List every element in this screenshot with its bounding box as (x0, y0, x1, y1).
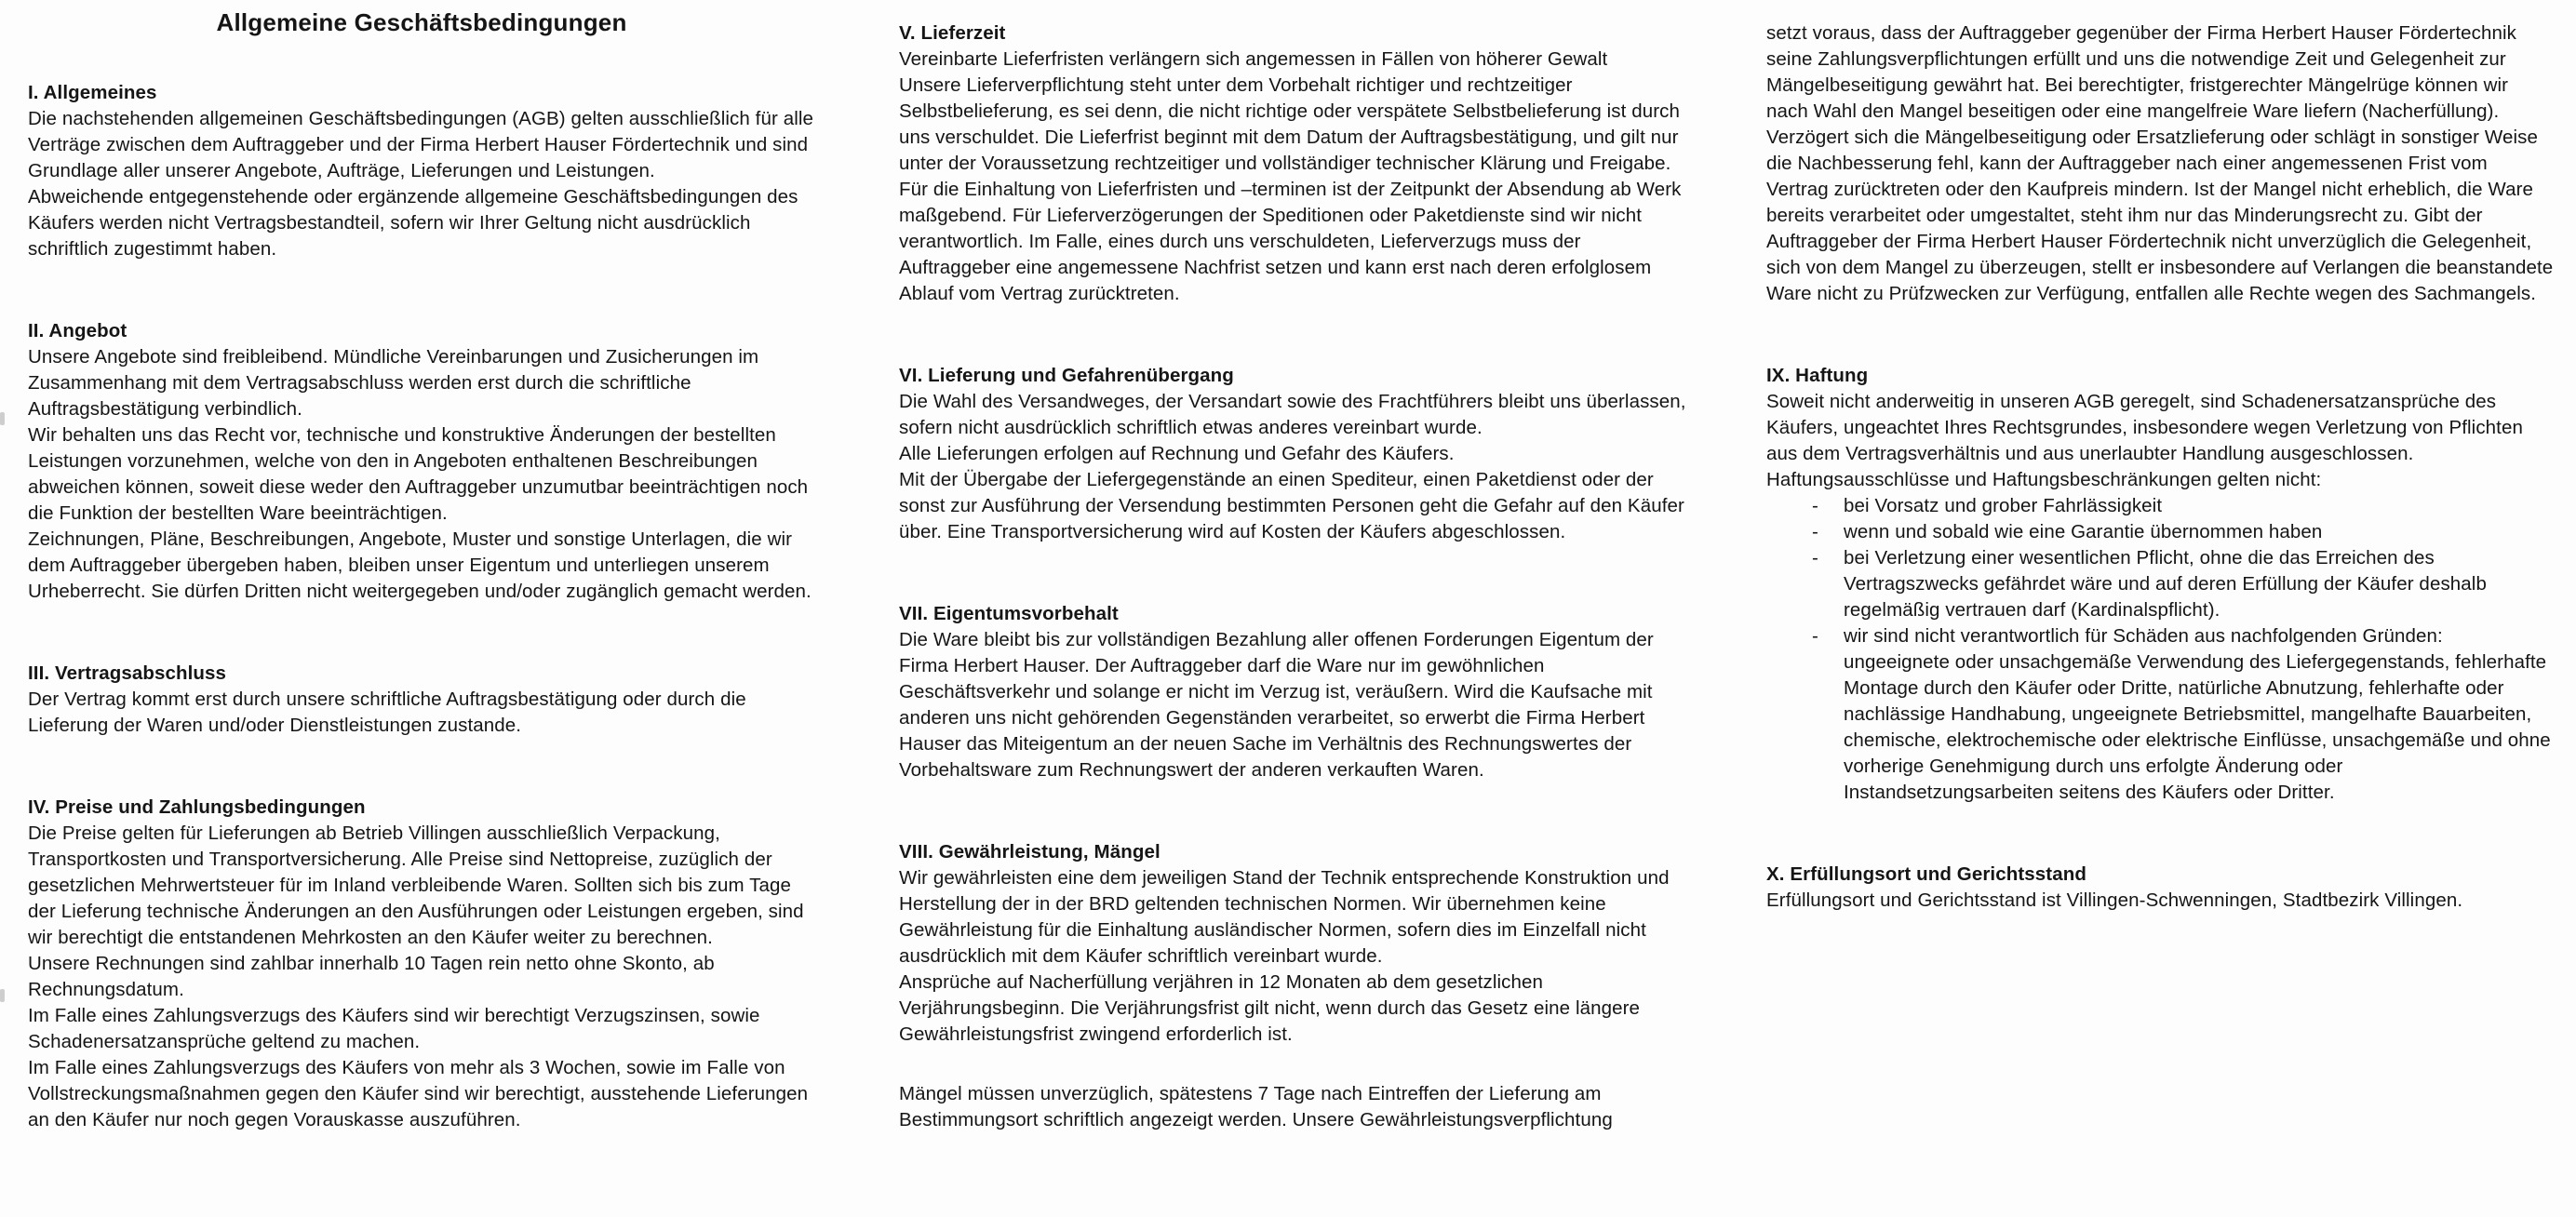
paragraph: Unsere Rechnungen sind zahlbar innerhalb 10 Tagen rein netto ohne Skonto, ab Rechnungsdatum. (28, 953, 715, 1000)
column-middle (899, 0, 1686, 1133)
list-item: - bei Verletzung einer wesentlichen Pflicht, ohne die das Erreichen des Vertragszwecks gefährdet wäre und auf deren Erfüllung der Käufer deshalb regelmäßig vertrauen darf (Kardinalspflicht). (1766, 545, 2554, 623)
paragraph: Unsere Lieferverpflichtung steht unter dem Vorbehalt richtiger und rechtzeitiger Selbstbelieferung, es sei denn, die nicht richtige oder verspätete Selbstbelieferung ist durch uns verschuldet. Die Lieferfrist beginnt mit dem Datum der Auftragsbestätigung, und gilt nur unter der Voraussetzung rechtzeitiger und vollständiger technischer Klärung und Freigabe. Für die Einhaltung von Lieferfristen und –terminen ist der Zeitpunkt der Absendung ab Werk maßgebend. Für Lieferverzögerungen der Speditionen oder Paketdienste sind wir nicht verantwortlich. Im Falle, eines durch uns verschuldeten, Lieferverzugs muss der Auftraggeber eine angemessene Nachfrist setzen und kann erst nach deren erfolglosem Ablauf vom Vertrag zurücktreten. (899, 74, 1682, 304)
section-allgemeines (28, 80, 815, 262)
paragraph: Haftungsausschlüsse und Haftungsbeschränkungen gelten nicht: (1766, 469, 2322, 490)
paragraph: Wir behalten uns das Recht vor, technische und konstruktive Änderungen der bestellten Leistungen vorzunehmen, welche von den in Angeboten enthaltenen Beschreibungen abweichen können, soweit diese weder den Auftraggeber unzumutbar beeinträchtigen noch die Funktion der bestellten Ware beeinträchtigen. (28, 424, 809, 524)
paragraph: Vereinbarte Lieferfristen verlängern sich angemessen in Fällen von höherer Gewalt (899, 48, 1608, 70)
paragraph: Die Ware bleibt bis zur vollständigen Bezahlung aller offenen Forderungen Eigentum der Firma Herbert Hauser. Der Auftraggeber darf die Ware nur im gewöhnlichen Geschäftsverkehr und solange er nicht im Verzug ist, veräußern. Wird die Kaufsache mit anderen uns nicht gehörenden Gegenständen verarbeitet, so erwerbt die Firma Herbert Hauser das Miteigentum an der neuen Sache im Verhältnis des Rechnungswertes der Vorbehaltsware zum Rechnungswert der anderen verkauften Waren. (899, 629, 1654, 781)
paragraph: Alle Lieferungen erfolgen auf Rechnung und Gefahr des Käufers. (899, 443, 1455, 464)
column-right (1766, 0, 2554, 914)
scan-artifact (0, 989, 5, 1002)
list-item: - wir sind nicht verantwortlich für Schäden aus nachfolgenden Gründen: ungeeignete oder unsachgemäße Verwendung des Liefergegenstands, fehlerhafte Montage durch den Käufer oder Dritte, natürliche Abnutzung, fehlerhafte oder nachlässige Handhabung, ungeeignete Betriebsmittel, mangelhafte Bauarbeiten, chemische, elektrochemische oder elektrische Einflüsse, unsachgemäße und ohne vorherige Genehmigung durch uns erfolgte Änderung oder Instandsetzungsarbeiten seitens des Käufers oder Dritter. (1766, 623, 2554, 806)
paragraph: setzt voraus, dass der Auftraggeber gegenüber der Firma Herbert Hauser Fördertechnik seine Zahlungsverpflichtungen erfüllt und uns die notwendige Zeit und Gelegenheit zur Mängelbeseitigung gewährt hat. Bei berechtigter, fristgerechter Mängelrüge können wir nach Wahl den Mangel beseitigen oder eine mangelfreie Ware liefern (Nacherfüllung). Verzögert sich die Mängelbeseitigung oder Ersatzlieferung oder schlägt in sonstiger Weise die Nachbesserung fehl, kann der Auftraggeber nach einer angemessenen Frist vom Vertrag zurücktreten oder den Kaufpreis mindern. Ist der Mangel nicht erheblich, die Ware bereits verarbeitet oder umgestaltet, steht ihm nur das Minderungsrecht zu. Gibt der Auftraggeber der Firma Herbert Hauser Fördertechnik nicht unverzüglich die Gelegenheit, sich von dem Mangel zu überzeugen, stellt er insbesondere auf Verlangen die beanstandete Ware nicht zu Prüfzwecken zur Verfügung, entfallen alle Rechte wegen des Sachmangels. (1766, 22, 2554, 304)
section-erfuellungsort-gerichtsstand (1766, 862, 2554, 914)
section-preise-zahlungsbedingungen (28, 795, 815, 1133)
section-angebot (28, 318, 815, 605)
section-heading: IX. Haftung (1766, 365, 1869, 386)
section-heading: V. Lieferzeit (899, 22, 1006, 44)
section-heading: III. Vertragsabschluss (28, 662, 226, 684)
paragraph: Die Wahl des Versandweges, der Versandart sowie des Frachtführers bleibt uns überlassen, sofern nicht ausdrücklich schriftlich etwas anderes vereinbart wurde. (899, 391, 1686, 438)
section-gewaehrleistung-fortsetzung (1766, 20, 2554, 307)
section-heading: II. Angebot (28, 320, 127, 341)
list-item: - wenn und sobald wie eine Garantie übernommen haben (1766, 519, 2554, 545)
paragraph: Der Vertrag kommt erst durch unsere schriftliche Auftragsbestätigung oder durch die Lieferung der Waren und/oder Dienstleistungen zustande. (28, 689, 746, 736)
paragraph: Erfüllungsort und Gerichtsstand ist Villingen-Schwenningen, Stadtbezirk Villingen. (1766, 889, 2463, 911)
section-eigentumsvorbehalt (899, 601, 1686, 783)
section-heading: VII. Eigentumsvorbehalt (899, 603, 1119, 624)
scan-artifact (0, 412, 5, 425)
section-lieferung-gefahrenuebergang (899, 363, 1686, 545)
paragraph: Ansprüche auf Nacherfüllung verjähren in 12 Monaten ab dem gesetzlichen Verjährungsbeginn. Die Verjährungsfrist gilt nicht, wenn durch das Gesetz eine längere Gewährleistungsfrist zwingend erforderlich ist. (899, 971, 1641, 1045)
paragraph: Mängel müssen unverzüglich, spätestens 7 Tage nach Eintreffen der Lieferung am Bestimmungsort schriftlich angezeigt werden. Unsere Gewährleistungsverpflichtung (899, 1083, 1613, 1130)
section-heading: VIII. Gewährleistung, Mängel (899, 841, 1161, 863)
section-heading: VI. Lieferung und Gefahrenübergang (899, 365, 1234, 386)
paragraph: Abweichende entgegenstehende oder ergänzende allgemeine Geschäftsbedingungen des Käufers werden nicht Vertragsbestandteil, sofern wir Ihrer Geltung nicht ausdrücklich schriftlich zugestimmt haben. (28, 186, 798, 260)
section-lieferzeit (899, 20, 1686, 307)
paragraph: Im Falle eines Zahlungsverzugs des Käufers von mehr als 3 Wochen, sowie im Falle von Vollstreckungsmaßnahmen gegen den Käufer sind wir berechtigt, ausstehende Lieferungen an den Käufer nur noch gegen Vorauskasse auszuführen. (28, 1057, 809, 1130)
section-heading: IV. Preise und Zahlungsbedingungen (28, 796, 366, 818)
section-heading: X. Erfüllungsort und Gerichtsstand (1766, 863, 2086, 885)
document-title: Allgemeine Geschäftsbedingungen (216, 8, 627, 36)
list-item: - bei Vorsatz und grober Fahrlässigkeit (1766, 493, 2554, 519)
paragraph: Soweit nicht anderweitig in unseren AGB geregelt, sind Schadenersatzansprüche des Käufers, ungeachtet Ihres Rechtsgrundes, insbesondere wegen Verletzung von Pflichten aus dem Vertragsverhältnis und aus unerlaubter Handlung ausgeschlossen. (1766, 391, 2523, 464)
paragraph: Unsere Angebote sind freibleibend. Mündliche Vereinbarungen und Zusicherungen im Zusammenhang mit dem Vertragsabschluss werden erst durch die schriftliche Auftragsbestätigung verbindlich. (28, 346, 759, 420)
paragraph: Die Preise gelten für Lieferungen ab Betrieb Villingen ausschließlich Verpackung, Transportkosten und Transportversicherung. Alle Preise sind Nettopreise, zuzüglich der gesetzlichen Mehrwertsteuer für im Inland verbleibende Waren. Sollten sich bis zum Tage der Lieferung technische Änderungen an den Ausführungen oder Leistungen ergeben, sind wir berechtigt die entstandenen Mehrkosten an den Käufer weiter zu berechnen. (28, 822, 804, 948)
section-heading: I. Allgemeines (28, 82, 157, 103)
paragraph: Im Falle eines Zahlungsverzugs des Käufers sind wir berechtigt Verzugszinsen, sowie Schadenersatzansprüche geltend zu machen. (28, 1005, 760, 1052)
section-haftung (1766, 363, 2554, 806)
paragraph: Wir gewährleisten eine dem jeweiligen Stand der Technik entsprechende Konstruktion und Herstellung der in der BRD geltenden technischen Normen. Wir übernehmen keine Gewährleistung für die Einhaltung ausländischer Normen, sofern dies im Einzelfall nicht ausdrücklich mit dem Käufer schriftlich vereinbart wurde. (899, 867, 1670, 967)
section-vertragsabschluss (28, 661, 815, 739)
paragraph: Die nachstehenden allgemeinen Geschäftsbedingungen (AGB) gelten ausschließlich für alle Verträge zwischen dem Auftraggeber und der Firma Herbert Hauser Fördertechnik und sind Grundlage aller unserer Angebote, Aufträge, Lieferungen und Leistungen. (28, 108, 814, 181)
column-left (28, 0, 815, 1133)
paragraph: Mit der Übergabe der Liefergegenstände an einen Spediteur, einen Paketdienst oder der sonst zur Ausführung der Versendung bestimmten Personen geht die Gefahr auf den Käufer über. Eine Transportversicherung wird auf Kosten der Käufers abgeschlossen. (899, 469, 1684, 542)
section-gewaehrleistung-maengel (899, 839, 1686, 1133)
paragraph: Zeichnungen, Pläne, Beschreibungen, Angebote, Muster und sonstige Unterlagen, die wir dem Auftraggeber übergeben haben, bleiben unser Eigentum und unterliegen unserem Urheberrecht. Sie dürfen Dritten nicht weitergegeben und/oder zugänglich gemacht werden. (28, 528, 812, 602)
